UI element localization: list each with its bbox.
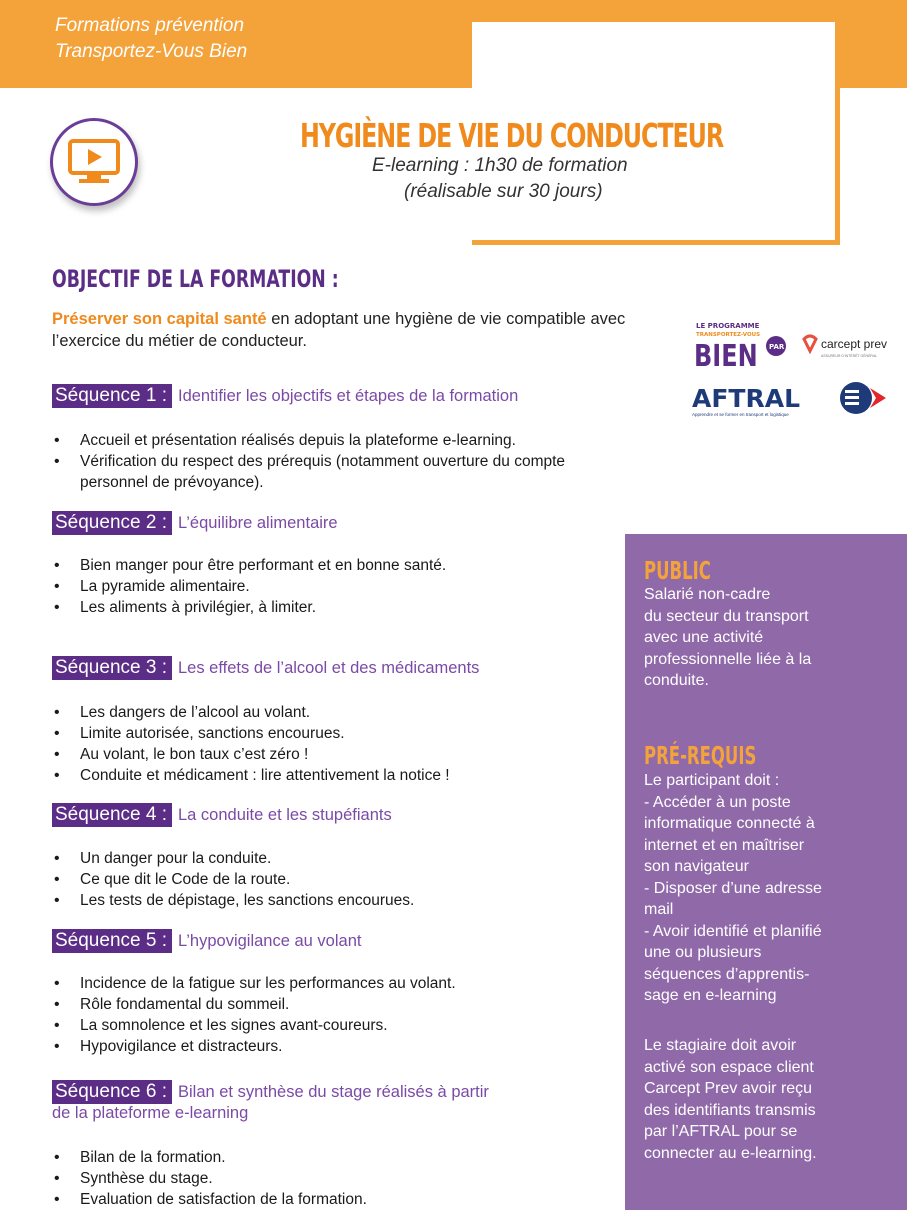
programme-logo (690, 318, 900, 370)
objective-highlight: Préserver son capital santé (52, 310, 267, 328)
objective-heading: OBJECTIF DE LA FORMATION : (52, 265, 339, 293)
list-item: • Evaluation de satisfaction de la formation. (52, 1189, 612, 1210)
header-line-2: Transportez-Vous Bien (55, 41, 248, 62)
trainee-note-text: Le stagiaire doit avoir activé son espace client Carcept Prev avoir reçu des identifiants transmis par l’AFTRAL pour se connecter au e-learning. (644, 1037, 817, 1162)
list-item: • Rôle fondamental du sommeil. (52, 994, 612, 1015)
carcept-sub-text: ASSUREUR D'INTÉRÊT GÉNÉRAL (821, 354, 878, 358)
sequence-1-heading (52, 385, 518, 407)
programme-small-text: LE PROGRAMME (696, 322, 760, 330)
list-item: • Au volant, le bon taux c’est zéro ! (52, 744, 612, 765)
header-line-1: Formations prévention (55, 15, 245, 36)
list-item: • Vérification du respect des prérequis (notamment ouverture du compte personnel de prévoyance). (52, 451, 612, 493)
list-item: • Un danger pour la conduite. (52, 848, 612, 869)
sequence-1-tag: Séquence 1 : (52, 384, 172, 408)
info-panel (625, 534, 907, 1210)
aftral-sub-text: Apprendre et se former en transport et logistique (692, 412, 789, 417)
sequence-2-tag: Séquence 2 : (52, 511, 172, 535)
sequence-2-title: L’équilibre alimentaire (177, 514, 338, 532)
sequence-4-heading (52, 804, 392, 826)
list-item: • Les aliments à privilégier, à limiter. (52, 597, 612, 618)
list-item: • Bilan de la formation. (52, 1147, 612, 1168)
list-item: • Incidence de la fatigue sur les performances au volant. (52, 973, 612, 994)
sequence-4-tag: Séquence 4 : (52, 803, 172, 827)
prerequisites-heading: PRÉ-REQUIS (644, 741, 757, 770)
list-item: • Ce que dit le Code de la route. (52, 869, 612, 890)
sequence-3-tag: Séquence 3 : (52, 656, 172, 680)
sequence-1-title: Identifier les objectifs et étapes de la formation (177, 387, 519, 405)
sequence-4-list (52, 848, 612, 911)
sequence-5-title: L’hypovigilance au volant (177, 932, 362, 950)
prerequisites-text: Le participant doit : - Accéder à un poste informatique connecté à internet et en maîtriser son navigateur - Disposer d’une adresse mail - Avoir identifié et planifié une ou plusieurs séquences d’apprentis- sage en e-learning (644, 772, 822, 1004)
sequence-6-title-line-2: de la plateforme e-learning (52, 1104, 249, 1122)
aftral-text: AFTRAL (692, 384, 801, 413)
sequence-3-list (52, 702, 612, 786)
list-item: • Les tests de dépistage, les sanctions encourues. (52, 890, 612, 911)
page-title: HYGIÈNE DE VIE DU CONDUCTEUR (300, 116, 724, 155)
subtitle-duration: E-learning : 1h30 de formation (372, 155, 628, 176)
programme-sub-text: TRANSPORTEZ-VOUS (696, 332, 761, 338)
sequence-6-list (52, 1147, 612, 1210)
sequence-3-title: Les effets de l’alcool et des médicaments (177, 659, 480, 677)
sequence-4-title: La conduite et les stupéfiants (177, 806, 392, 824)
sequence-5-tag: Séquence 5 : (52, 929, 172, 953)
public-heading: PUBLIC (644, 556, 711, 585)
list-item: • Bien manger pour être performant et en bonne santé. (52, 555, 612, 576)
carcept-text: carcept prev (821, 337, 888, 351)
list-item: • Conduite et médicament : lire attentivement la notice ! (52, 765, 612, 786)
list-item: • La somnolence et les signes avant-coureurs. (52, 1015, 612, 1036)
par-text: PAR (769, 343, 785, 351)
list-item: • Accueil et présentation réalisés depuis la plateforme e-learning. (52, 430, 612, 451)
list-item: • Hypovigilance et distracteurs. (52, 1036, 612, 1057)
sequence-6-heading (52, 1081, 489, 1103)
list-item: • Les dangers de l’alcool au volant. (52, 702, 612, 723)
sequence-6-title: Bilan et synthèse du stage réalisés à partir (177, 1083, 489, 1101)
public-text: Salarié non-cadre du secteur du transport avec une activité professionnelle liée à la conduite. (644, 586, 812, 689)
list-item: • La pyramide alimentaire. (52, 576, 612, 597)
aftral-logo (690, 380, 900, 420)
sequence-6-tag: Séquence 6 : (52, 1080, 172, 1104)
sequence-5-list (52, 973, 612, 1057)
list-item: • Synthèse du stage. (52, 1168, 612, 1189)
objective-text (52, 308, 672, 352)
list-item: • Limite autorisée, sanctions encourues. (52, 723, 612, 744)
sequence-2-list (52, 555, 612, 618)
monitor-play-icon (50, 118, 138, 206)
sequence-2-heading (52, 512, 338, 534)
sequence-5-heading (52, 930, 361, 952)
programme-big-text: BIEN (694, 339, 758, 370)
sequence-3-heading (52, 657, 479, 679)
subtitle-period: (réalisable sur 30 jours) (404, 181, 603, 202)
sequence-1-list (52, 430, 612, 493)
objective-body: en adoptant une hygiène de vie compatible avec l’exercice du métier de conducteur. (52, 310, 626, 350)
